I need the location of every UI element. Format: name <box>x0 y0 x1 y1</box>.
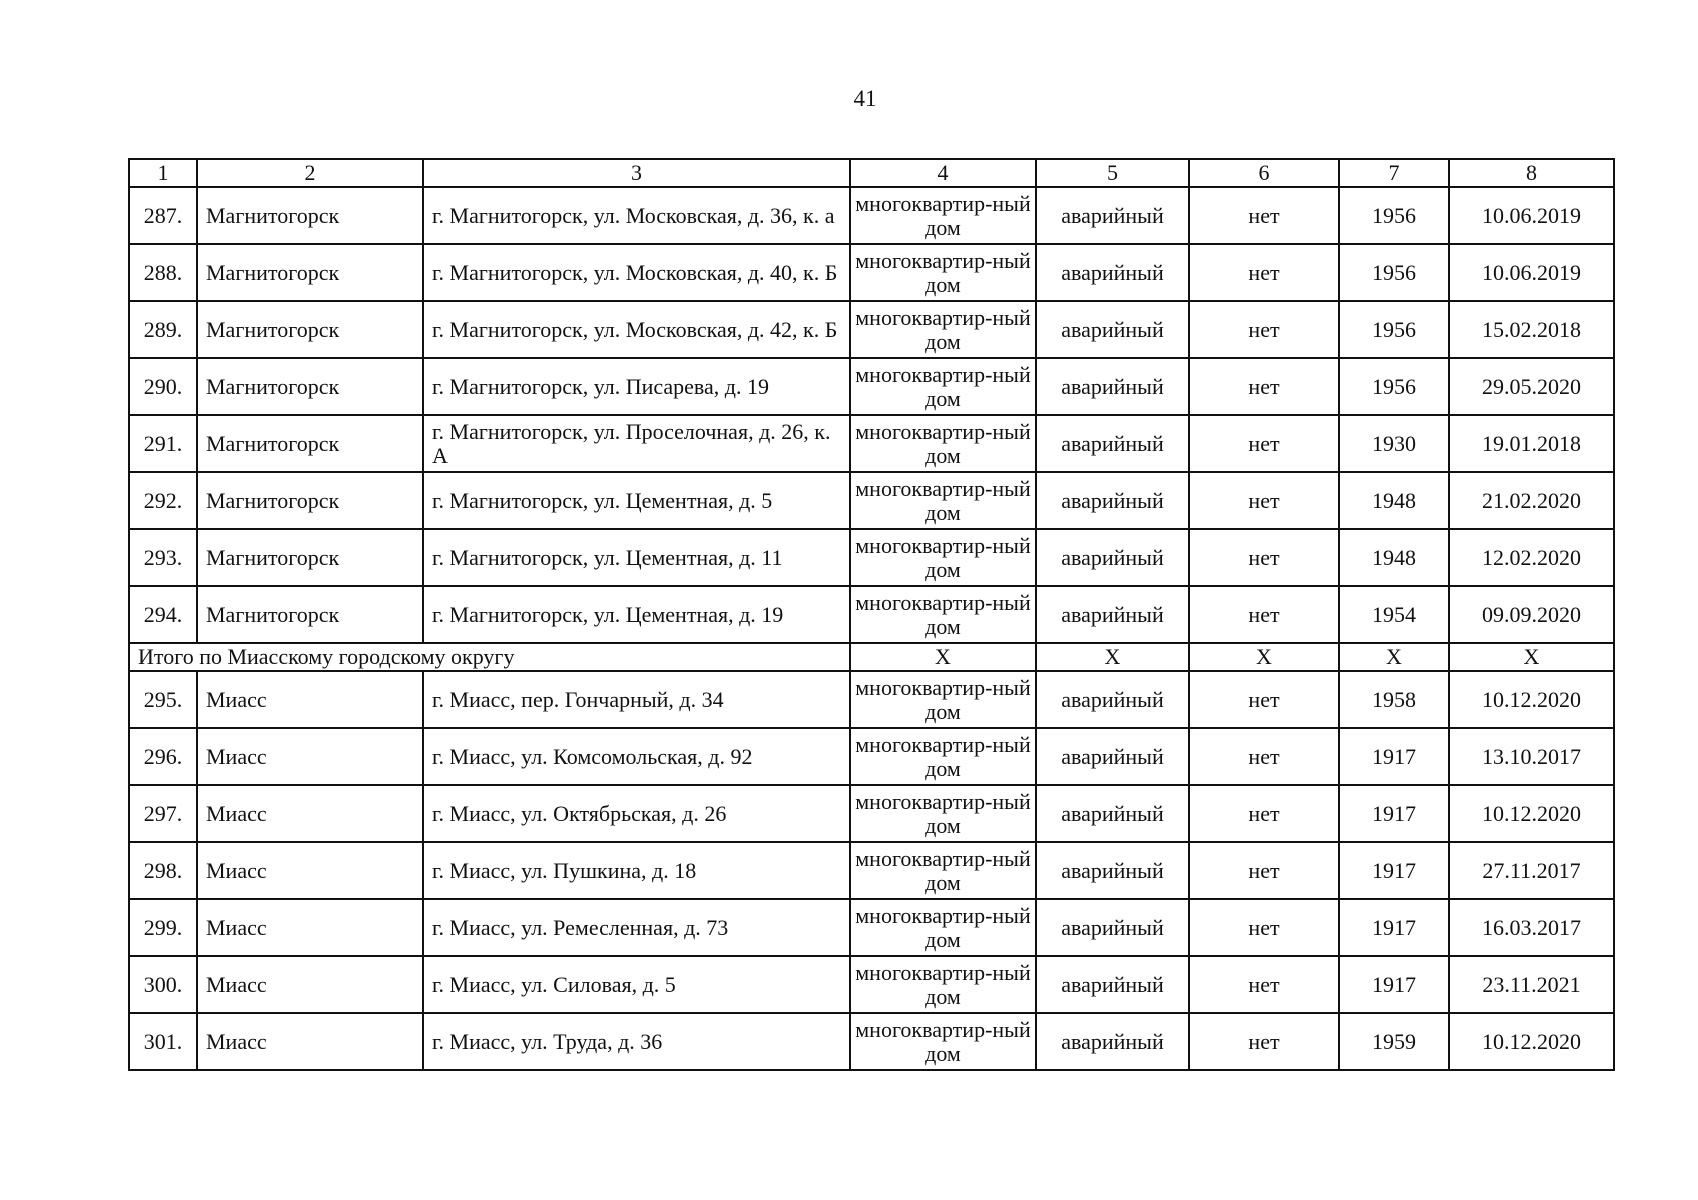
year-cell: 1956 <box>1339 187 1449 244</box>
flag-cell: нет <box>1189 899 1339 956</box>
page-number: 41 <box>853 86 877 111</box>
flag-cell: нет <box>1189 956 1339 1013</box>
row-number: 287. <box>129 187 197 244</box>
row-number: 289. <box>129 301 197 358</box>
date-cell: 10.12.2020 <box>1449 671 1614 728</box>
condition-cell: аварийный <box>1036 728 1189 785</box>
building-type-cell: многоквартир-ный дом <box>850 415 1036 472</box>
flag-cell: нет <box>1189 671 1339 728</box>
condition-cell: аварийный <box>1036 899 1189 956</box>
building-type-cell: многоквартир-ный дом <box>850 358 1036 415</box>
flag-cell: нет <box>1189 785 1339 842</box>
locality-cell: Магнитогорск <box>197 244 423 301</box>
locality-cell: Магнитогорск <box>197 358 423 415</box>
row-number: 300. <box>129 956 197 1013</box>
locality-cell: Магнитогорск <box>197 415 423 472</box>
table-row <box>129 586 1614 643</box>
row-number: 288. <box>129 244 197 301</box>
condition-cell: аварийный <box>1036 472 1189 529</box>
row-number: 299. <box>129 899 197 956</box>
locality-cell: Магнитогорск <box>197 586 423 643</box>
condition-cell: аварийный <box>1036 358 1189 415</box>
address-cell: г. Миасс, ул. Ремесленная, д. 73 <box>423 899 850 956</box>
date-cell: 12.02.2020 <box>1449 529 1614 586</box>
column-header-4: 4 <box>850 159 1036 187</box>
table-row <box>129 842 1614 899</box>
column-number-row <box>129 159 1614 187</box>
table-row <box>129 244 1614 301</box>
row-number: 297. <box>129 785 197 842</box>
table-row <box>129 301 1614 358</box>
year-cell: 1917 <box>1339 785 1449 842</box>
building-type-cell: многоквартир-ный дом <box>850 842 1036 899</box>
address-cell: г. Магнитогорск, ул. Писарева, д. 19 <box>423 358 850 415</box>
row-number: 296. <box>129 728 197 785</box>
building-type-cell: многоквартир-ный дом <box>850 671 1036 728</box>
condition-cell: аварийный <box>1036 244 1189 301</box>
column-header-7: 7 <box>1339 159 1449 187</box>
row-number: 294. <box>129 586 197 643</box>
table-row <box>129 785 1614 842</box>
address-cell: г. Магнитогорск, ул. Московская, д. 36, к. а <box>423 187 850 244</box>
date-cell: 16.03.2017 <box>1449 899 1614 956</box>
row-number: 298. <box>129 842 197 899</box>
building-type-cell: многоквартир-ный дом <box>850 187 1036 244</box>
building-type-cell: многоквартир-ный дом <box>850 728 1036 785</box>
year-cell: 1958 <box>1339 671 1449 728</box>
subtotal-cell: X <box>1449 643 1614 671</box>
row-number: 291. <box>129 415 197 472</box>
address-cell: г. Миасс, ул. Труда, д. 36 <box>423 1013 850 1070</box>
flag-cell: нет <box>1189 415 1339 472</box>
column-header-6: 6 <box>1189 159 1339 187</box>
year-cell: 1930 <box>1339 415 1449 472</box>
address-cell: г. Миасс, ул. Комсомольская, д. 92 <box>423 728 850 785</box>
row-number: 293. <box>129 529 197 586</box>
building-type-cell: многоквартир-ный дом <box>850 472 1036 529</box>
condition-cell: аварийный <box>1036 187 1189 244</box>
locality-cell: Магнитогорск <box>197 187 423 244</box>
date-cell: 21.02.2020 <box>1449 472 1614 529</box>
building-type-cell: многоквартир-ный дом <box>850 301 1036 358</box>
date-cell: 10.12.2020 <box>1449 1013 1614 1070</box>
year-cell: 1956 <box>1339 358 1449 415</box>
flag-cell: нет <box>1189 529 1339 586</box>
building-type-cell: многоквартир-ный дом <box>850 244 1036 301</box>
table-row <box>129 1013 1614 1070</box>
date-cell: 29.05.2020 <box>1449 358 1614 415</box>
condition-cell: аварийный <box>1036 1013 1189 1070</box>
flag-cell: нет <box>1189 301 1339 358</box>
locality-cell: Миасс <box>197 671 423 728</box>
building-type-cell: многоквартир-ный дом <box>850 956 1036 1013</box>
year-cell: 1917 <box>1339 842 1449 899</box>
condition-cell: аварийный <box>1036 415 1189 472</box>
condition-cell: аварийный <box>1036 586 1189 643</box>
locality-cell: Миасс <box>197 728 423 785</box>
table-row <box>129 671 1614 728</box>
table-row <box>129 529 1614 586</box>
year-cell: 1948 <box>1339 472 1449 529</box>
flag-cell: нет <box>1189 1013 1339 1070</box>
locality-cell: Миасс <box>197 956 423 1013</box>
year-cell: 1948 <box>1339 529 1449 586</box>
building-type-cell: многоквартир-ный дом <box>850 529 1036 586</box>
flag-cell: нет <box>1189 358 1339 415</box>
row-number: 290. <box>129 358 197 415</box>
date-cell: 13.10.2017 <box>1449 728 1614 785</box>
condition-cell: аварийный <box>1036 785 1189 842</box>
flag-cell: нет <box>1189 472 1339 529</box>
flag-cell: нет <box>1189 244 1339 301</box>
subtotal-cell: X <box>1189 643 1339 671</box>
locality-cell: Магнитогорск <box>197 529 423 586</box>
condition-cell: аварийный <box>1036 671 1189 728</box>
building-type-cell: многоквартир-ный дом <box>850 899 1036 956</box>
address-cell: г. Магнитогорск, ул. Цементная, д. 5 <box>423 472 850 529</box>
subtotal-cell: X <box>1036 643 1189 671</box>
table-row <box>129 728 1614 785</box>
locality-cell: Магнитогорск <box>197 301 423 358</box>
flag-cell: нет <box>1189 187 1339 244</box>
condition-cell: аварийный <box>1036 529 1189 586</box>
date-cell: 15.02.2018 <box>1449 301 1614 358</box>
year-cell: 1954 <box>1339 586 1449 643</box>
housing-registry-table <box>128 158 1615 1071</box>
address-cell: г. Миасс, ул. Октябрьская, д. 26 <box>423 785 850 842</box>
table-row <box>129 187 1614 244</box>
subtotal-cell: X <box>1339 643 1449 671</box>
address-cell: г. Магнитогорск, ул. Московская, д. 42, к. Б <box>423 301 850 358</box>
flag-cell: нет <box>1189 586 1339 643</box>
address-cell: г. Миасс, ул. Пушкина, д. 18 <box>423 842 850 899</box>
date-cell: 23.11.2021 <box>1449 956 1614 1013</box>
subtotal-label: Итого по Миасскому городскому округу <box>129 643 850 671</box>
address-cell: г. Магнитогорск, ул. Проселочная, д. 26, к. А <box>423 415 850 472</box>
date-cell: 19.01.2018 <box>1449 415 1614 472</box>
locality-cell: Миасс <box>197 842 423 899</box>
year-cell: 1917 <box>1339 899 1449 956</box>
date-cell: 10.12.2020 <box>1449 785 1614 842</box>
date-cell: 09.09.2020 <box>1449 586 1614 643</box>
row-number: 301. <box>129 1013 197 1070</box>
row-number: 295. <box>129 671 197 728</box>
column-header-2: 2 <box>197 159 423 187</box>
address-cell: г. Миасс, пер. Гончарный, д. 34 <box>423 671 850 728</box>
column-header-8: 8 <box>1449 159 1614 187</box>
date-cell: 27.11.2017 <box>1449 842 1614 899</box>
flag-cell: нет <box>1189 842 1339 899</box>
table-row <box>129 956 1614 1013</box>
table-row <box>129 415 1614 472</box>
flag-cell: нет <box>1189 728 1339 785</box>
locality-cell: Миасс <box>197 1013 423 1070</box>
condition-cell: аварийный <box>1036 842 1189 899</box>
building-type-cell: многоквартир-ный дом <box>850 586 1036 643</box>
condition-cell: аварийный <box>1036 956 1189 1013</box>
year-cell: 1917 <box>1339 728 1449 785</box>
year-cell: 1917 <box>1339 956 1449 1013</box>
address-cell: г. Миасс, ул. Силовая, д. 5 <box>423 956 850 1013</box>
column-header-1: 1 <box>129 159 197 187</box>
table-body <box>129 187 1614 1070</box>
table-row <box>129 899 1614 956</box>
column-header-5: 5 <box>1036 159 1189 187</box>
locality-cell: Магнитогорск <box>197 472 423 529</box>
building-type-cell: многоквартир-ный дом <box>850 1013 1036 1070</box>
year-cell: 1956 <box>1339 301 1449 358</box>
address-cell: г. Магнитогорск, ул. Цементная, д. 11 <box>423 529 850 586</box>
table-row <box>129 358 1614 415</box>
year-cell: 1959 <box>1339 1013 1449 1070</box>
locality-cell: Миасс <box>197 899 423 956</box>
year-cell: 1956 <box>1339 244 1449 301</box>
date-cell: 10.06.2019 <box>1449 244 1614 301</box>
locality-cell: Миасс <box>197 785 423 842</box>
row-number: 292. <box>129 472 197 529</box>
table-row <box>129 472 1614 529</box>
address-cell: г. Магнитогорск, ул. Московская, д. 40, к. Б <box>423 244 850 301</box>
column-header-3: 3 <box>423 159 850 187</box>
subtotal-row <box>129 643 1614 671</box>
condition-cell: аварийный <box>1036 301 1189 358</box>
address-cell: г. Магнитогорск, ул. Цементная, д. 19 <box>423 586 850 643</box>
building-type-cell: многоквартир-ный дом <box>850 785 1036 842</box>
table-header <box>129 159 1614 187</box>
date-cell: 10.06.2019 <box>1449 187 1614 244</box>
subtotal-cell: X <box>850 643 1036 671</box>
